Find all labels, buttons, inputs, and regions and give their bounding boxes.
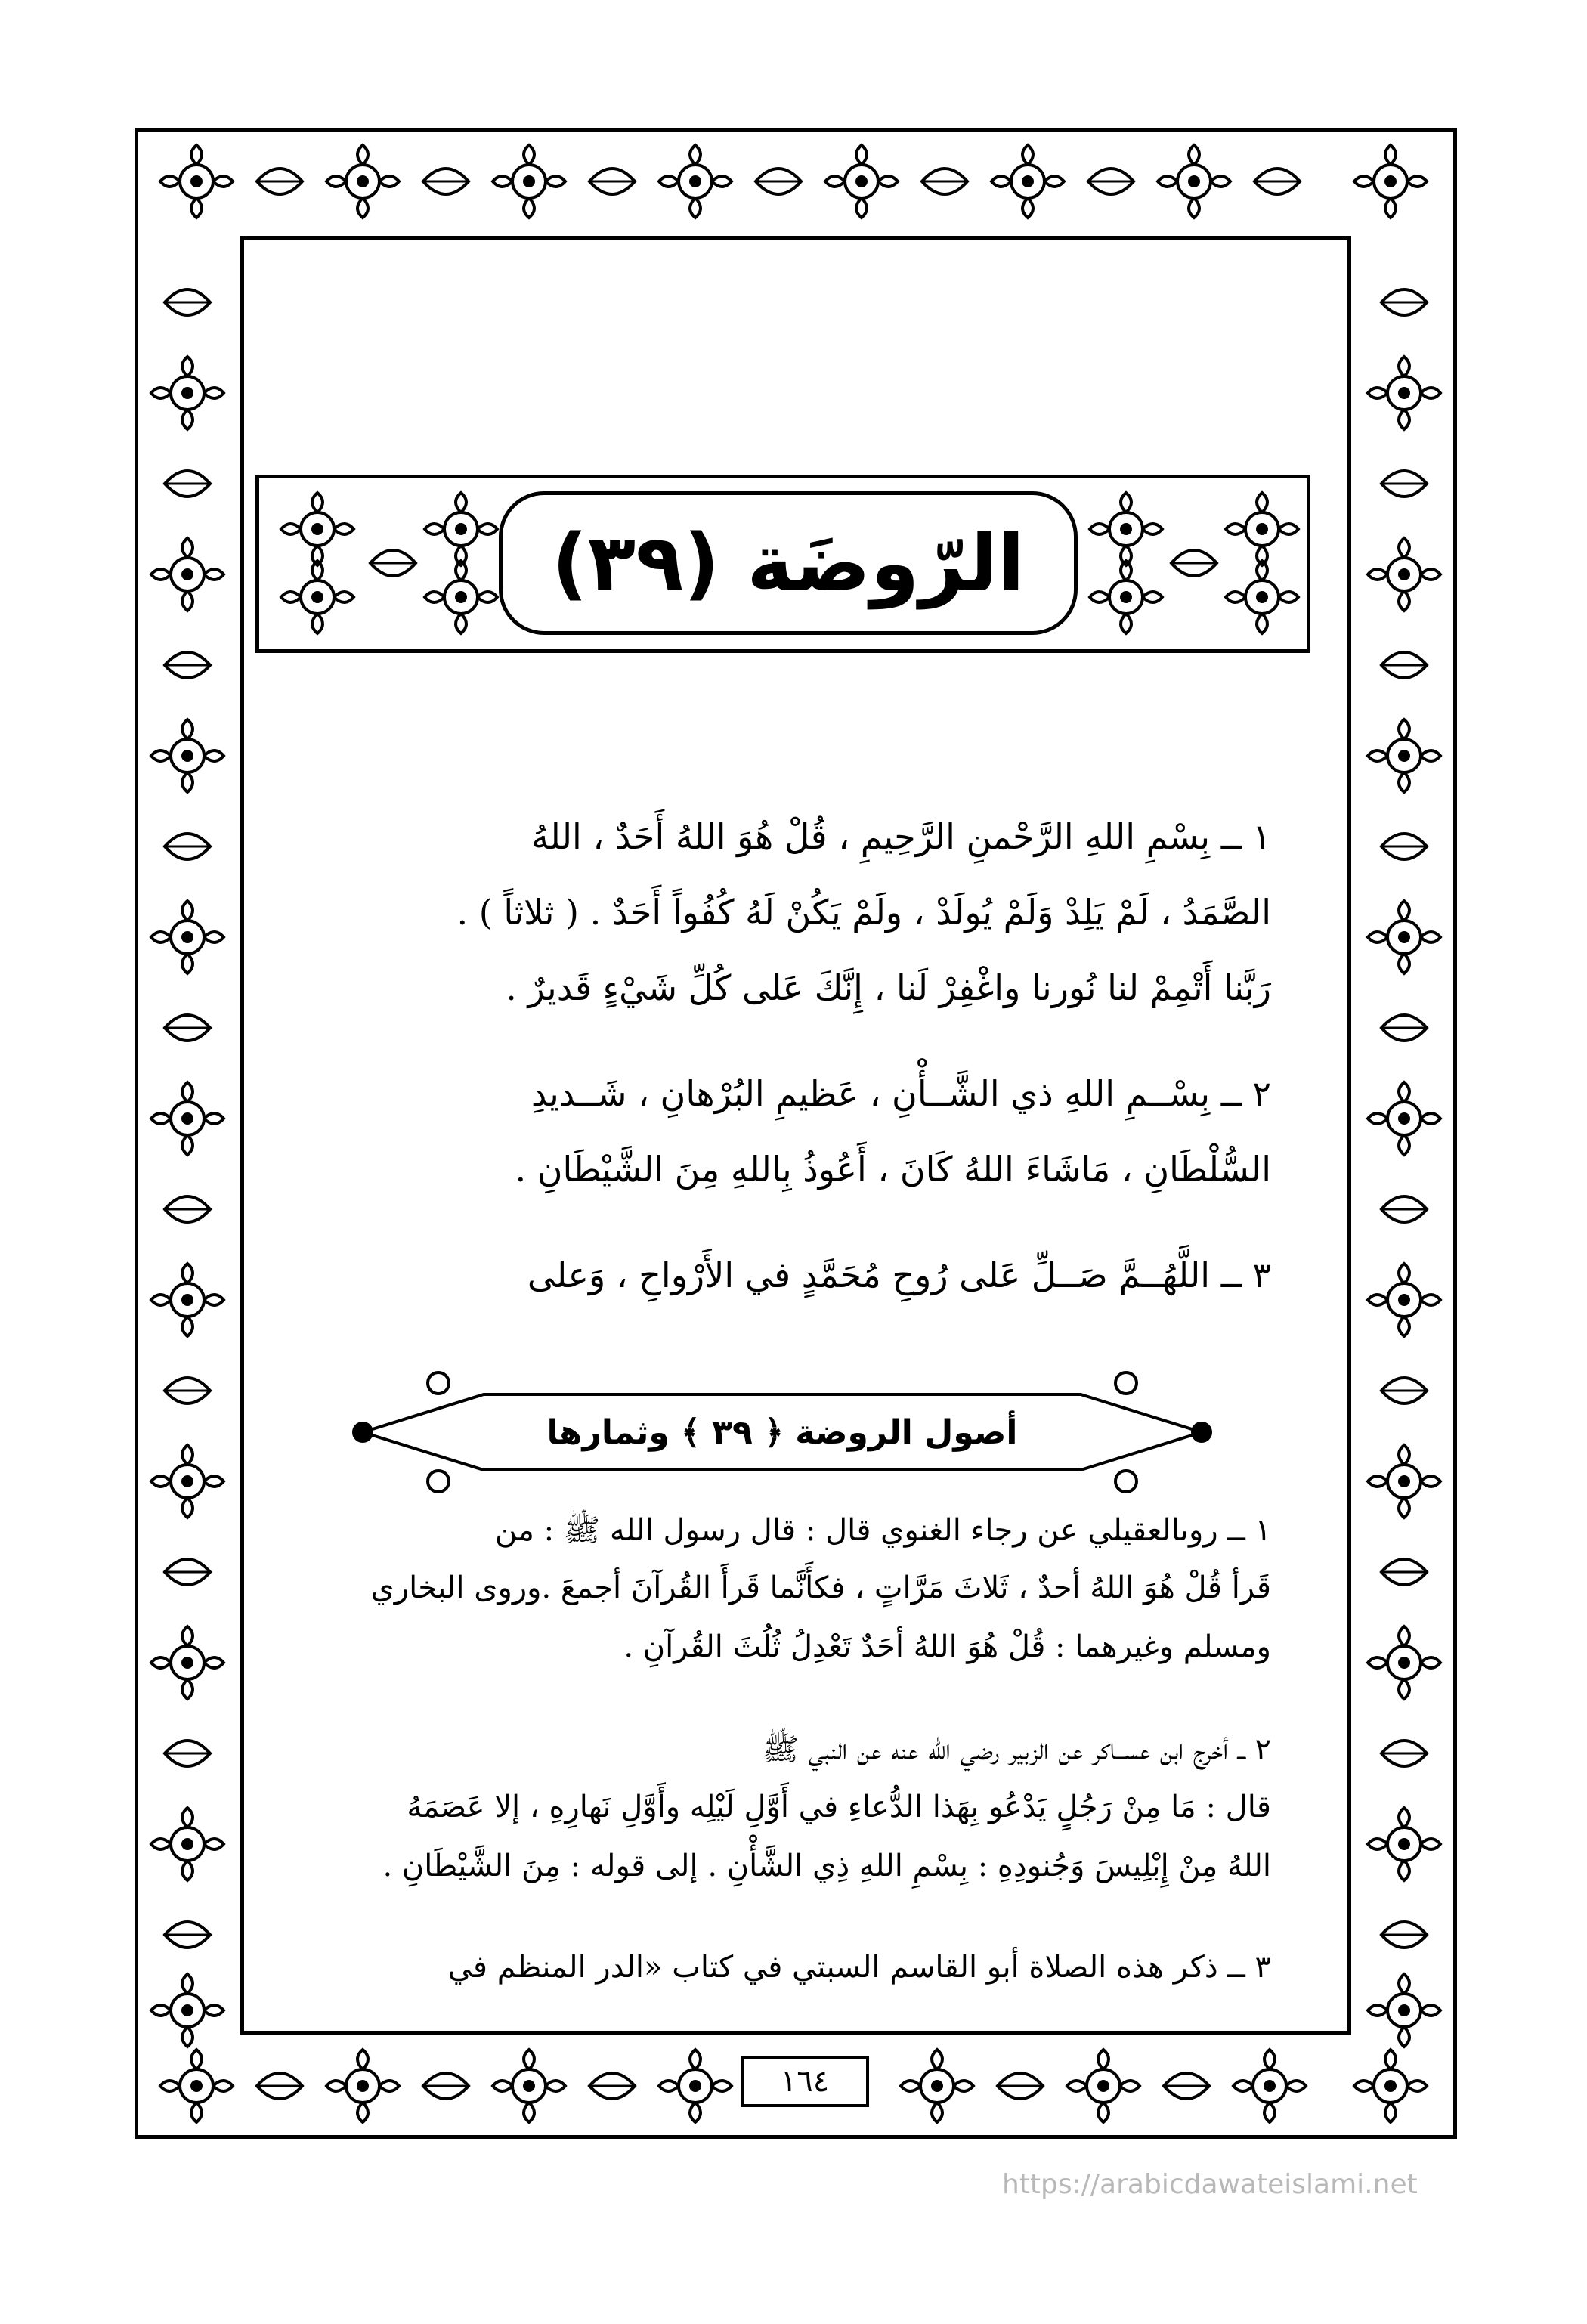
text-line: قَرأ قُلْ هُوَ اللهُ أحدٌ ، ثَلاثَ مَرَّاتٍ ، فكأَنَّما قَرأَ القُرآنَ أجمعَ .وروى البخاري bbox=[370, 1570, 1271, 1605]
section1-paragraph-1 bbox=[289, 816, 1271, 1043]
text-line: ١ ــ بِسْمِ اللهِ الرَّحْمنِ الرَّحِيمِ ، قُلْ هُوَ اللهُ أَحَدٌ ، اللهُ bbox=[531, 816, 1271, 857]
banner-title: أصول الروضة ﴿ ٣٩ ﴾ وثمارها bbox=[546, 1413, 1018, 1452]
text-line: السُّلْطَانِ ، مَاشَاءَ اللهُ كَانَ ، أَعُوذُ بِاللهِ مِنَ الشَّيْطَانِ . bbox=[515, 1149, 1271, 1190]
section1-paragraph-3 bbox=[289, 1255, 1271, 1330]
page-title: الرّوضَة (٣٩) bbox=[552, 517, 1025, 609]
title-panel bbox=[499, 491, 1078, 635]
text-line: ١ ــ روىالعقيلي عن رجاء الغنوي قال : قال رسول الله ﷺ : من bbox=[495, 1513, 1271, 1548]
section1-paragraph-2 bbox=[289, 1073, 1271, 1224]
text-line: الصَّمَدُ ، لَمْ يَلِدْ وَلَمْ يُولَدْ ، ولَمْ يَكُنْ لَهُ كُفُواً أَحَدٌ . ( ثلاثاً ) . bbox=[456, 892, 1271, 933]
section-banner bbox=[469, 1398, 1096, 1466]
text-line: ومسلم وغيرهما : قُلْ هُوَ اللهُ أحَدٌ تَعْدِلُ ثُلُثَ القُرآنِ . bbox=[623, 1629, 1271, 1664]
section2-paragraph-1 bbox=[289, 1512, 1271, 1693]
text-line: رَبَّنا أَتْمِمْ لنا نُورنا واغْفِرْ لَنا ، إِنَّكَ عَلى كُلِّ شَيْءٍ قَديرٌ . bbox=[506, 967, 1271, 1008]
text-line: ٣ ــ اللَّهُــمَّ صَــلِّ عَلى رُوحِ مُحَمَّدٍ في الأَرْواحِ ، وَعلى bbox=[527, 1255, 1271, 1295]
text-line: ٢ ــ أخرج ابن عســاكر عن الزبير رضي الله عنه عن النبي ﷺ bbox=[762, 1732, 1271, 1767]
text-line: ٣ ــ ذكر هذه الصلاة أبو القاسم السبتي في كتاب «الدر المنظم في bbox=[447, 1950, 1271, 1985]
text-line: ٢ ــ بِسْــمِ اللهِ ذي الشَّــأْنِ ، عَظيمِ البُرْهانِ ، شَــديدِ bbox=[531, 1073, 1271, 1114]
text-line: اللهُ مِنْ إِبْلِيسَ وَجُنودِهِ : بِسْمِ اللهِ ذِي الشَّأْنِ . إلى قوله : مِنَ الشَّيْطَانِ . bbox=[382, 1849, 1271, 1883]
watermark-url: https://arabicdawateislami.net bbox=[1002, 2169, 1418, 2200]
section2-paragraph-3 bbox=[289, 1950, 1271, 2003]
page-number: ١٦٤ bbox=[741, 2056, 869, 2107]
section2-paragraph-2 bbox=[289, 1731, 1271, 1912]
text-line: قال : مَا مِنْ رَجُلٍ يَدْعُو بِهَذا الدُّعاءِ في أَوَّلِ لَيْلِه وأَوَّلِ نَهارِهِ ، إلا عَصَمَهُ bbox=[407, 1790, 1271, 1824]
